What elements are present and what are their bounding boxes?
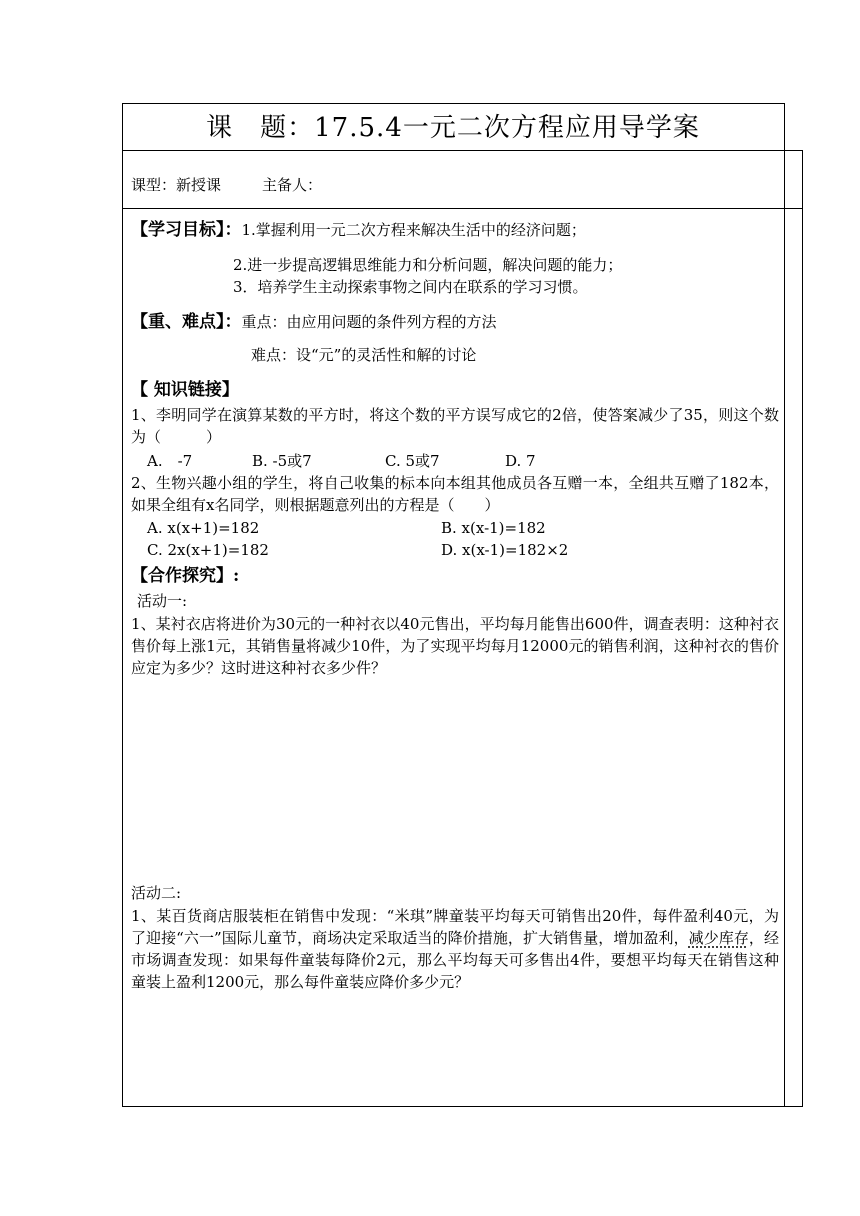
objective-item: 1.掌握利用一元二次方程来解决生活中的经济问题； bbox=[241, 221, 586, 239]
question-1-text: 1、李明同学在演算某数的平方时，将这个数的平方误写成它的2倍，使答案减少了35，则这个数为（ ） bbox=[131, 406, 779, 446]
activity-2-text-part-2: ，经市场调查发现：如果每件童装每降价2元，那么平均每天可多售出4件，要想平均每天在销售这种童装上盈利1200元，那么每件童装应降价多少元？ bbox=[131, 929, 779, 991]
activity-2-label: 活动二: bbox=[131, 884, 182, 902]
table-divider-2 bbox=[122, 208, 803, 209]
knowledge-heading: 【 知识链接】 bbox=[131, 380, 239, 400]
lesson-type: 课型：新授课 bbox=[131, 176, 222, 194]
activity-2-text bbox=[131, 905, 779, 993]
objective-item: 2.进一步提高逻辑思维能力和分析问题，解决问题的能力； bbox=[233, 256, 623, 274]
activity-1-text: 1、某衬衣店将进价为30元的一种衬衣以40元售出，平均每月能售出600件，调查表明：这种衬衣售价每上涨1元，其销售量将减少10件，为了实现平均每月12000元的销售利润，这种衬衣的售价应定为多少？这时进这种衬衣多少件？ bbox=[131, 615, 779, 677]
table-border-left bbox=[122, 103, 123, 1107]
page-title: 课 题：17.5.4一元二次方程应用导学案 bbox=[206, 113, 700, 143]
question-1-option-a: A. -7 bbox=[147, 452, 193, 470]
objectives-heading: 【学习目标】： bbox=[131, 220, 242, 240]
key-points-section bbox=[131, 311, 497, 333]
question-1-option-d: D. 7 bbox=[505, 452, 536, 470]
question-2-option-b: B. x(x-1)=182 bbox=[441, 519, 546, 537]
activity-2-emphasis: 减少库存 bbox=[688, 929, 749, 947]
table-inner-column bbox=[784, 150, 785, 1107]
question-2-option-c: C. 2x(x+1)=182 bbox=[147, 541, 269, 559]
table-border-bottom bbox=[122, 1106, 803, 1107]
question-2-text: 2、生物兴趣小组的学生，将自己收集的标本向本组其他成员各互赠一本，全组共互赠了182本，如果全组有x名同学，则根据题意列出的方程是（ ） bbox=[131, 474, 779, 514]
table-border-top bbox=[122, 103, 785, 104]
table-divider-1 bbox=[122, 150, 803, 151]
table-border-right bbox=[802, 150, 803, 1107]
activity-1-label: 活动一: bbox=[137, 592, 188, 610]
question-2-option-d: D. x(x-1)=182×2 bbox=[441, 541, 569, 559]
objectives-section bbox=[131, 219, 586, 241]
question-2-option-a: A. x(x+1)=182 bbox=[147, 519, 260, 537]
question-1-option-b: B. -5或7 bbox=[252, 452, 312, 470]
table-border-right-title bbox=[784, 103, 785, 150]
preparer-label: 主备人： bbox=[262, 176, 323, 194]
question-1-option-c: C. 5或7 bbox=[385, 452, 440, 470]
difficult-point: 难点：设“元”的灵活性和解的讨论 bbox=[251, 346, 477, 364]
activity-2-text-part-1: 1、某百货商店服装柜在销售中发现：“米琪”牌童装平均每天可销售出20件，每件盈利40元，为了迎接“六一”国际儿童节，商场决定采取适当的降价措施，扩大销售量，增加盈利， bbox=[131, 907, 779, 947]
cooperation-heading: 【合作探究】: bbox=[131, 566, 240, 586]
key-points-heading: 【重、难点】： bbox=[131, 312, 242, 332]
key-point: 重点：由应用问题的条件列方程的方法 bbox=[241, 313, 497, 331]
objective-item: 3．培养学生主动探索事物之间内在联系的学习习惯。 bbox=[233, 278, 588, 296]
